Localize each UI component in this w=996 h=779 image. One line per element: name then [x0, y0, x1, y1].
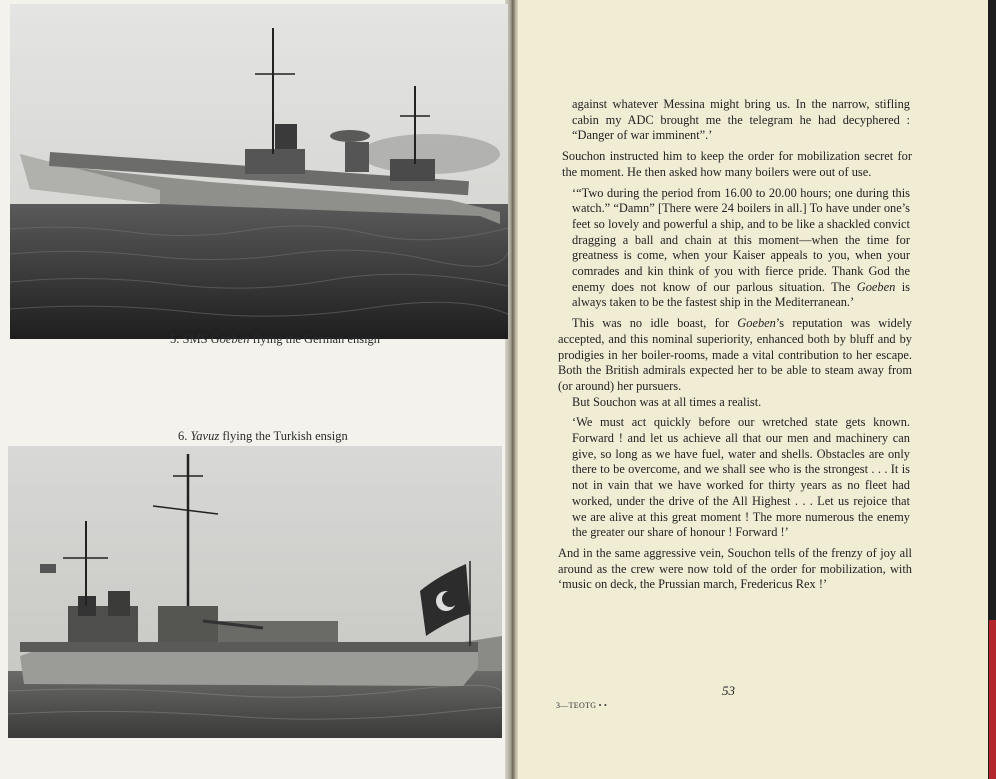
page-number: 53: [722, 683, 735, 698]
paragraph-6: ‘We must act quickly before our wretched state gets known. Forward ! and let us achieve all that our men and machinery can give, so long as we have fuel, water and shells. Obstacles are only there to be overcome, and we shall see who is the strongest . . . It is not in vain that we have worked for thirty years as no fleet had worked, under the drive of the All Highest . . . Let us rejoice that we are alive at this great moment ! The more numerous the enemy the greater our share of honour ! Forward !’: [572, 415, 910, 540]
paragraph-4: This was no idle boast, for Goeben’s reputation was widely accepted, and this nominal superiority, enhanced both by bluff and by prodigies in her boiler-rooms, made a vital contribution to her escape. Both the British admirals expected her to be able to steam away from (or around) her pursuers.: [558, 316, 912, 393]
photo-goeben: [10, 4, 508, 339]
paragraph-2: Souchon instructed him to keep the order for mobilization secret for the moment. He then asked how many boilers were out of use.: [562, 149, 912, 179]
page-body: [558, 97, 912, 593]
paragraph-7: And in the same aggressive vein, Souchon tells of the frenzy of joy all around as the crew were now told of the order for mobilization, with ‘music on deck, the Prussian march, Fredericus Rex !’: [558, 545, 912, 592]
photo-yavuz: [8, 446, 502, 738]
paragraph-1: against whatever Messina might bring us. In the narrow, stifling cabin my ADC brought me the telegram he had decyphered : “Danger of war imminent”.’: [572, 97, 910, 143]
signature-mark: 3—TEOTG • •: [556, 701, 608, 710]
paragraph-5: But Souchon was at all times a realist.: [572, 394, 762, 409]
paragraph-3: ‘“Two during the period from 16.00 to 20.00 hours; one during this watch.” “Damn” [There were 24 boilers in all.] To have under one’s feet so lovely and powerful a ship, and to be like a shackled convict dragging a ball and chain at this moment—when the time for greatness is come, when your Kaiser appeals to you, when your comrades and kin think of you with fierce pride. Thank God the enemy does not know of our parlous situation. The Goeben is always taken to be the fastest ship in the Mediterranean.’: [572, 185, 910, 310]
cover-edge: [989, 620, 996, 779]
photo-goeben-caption: 5. SMS Goeben flying the German ensign: [170, 332, 381, 346]
photo-yavuz-caption: 6. Yavuz flying the Turkish ensign: [178, 429, 348, 443]
